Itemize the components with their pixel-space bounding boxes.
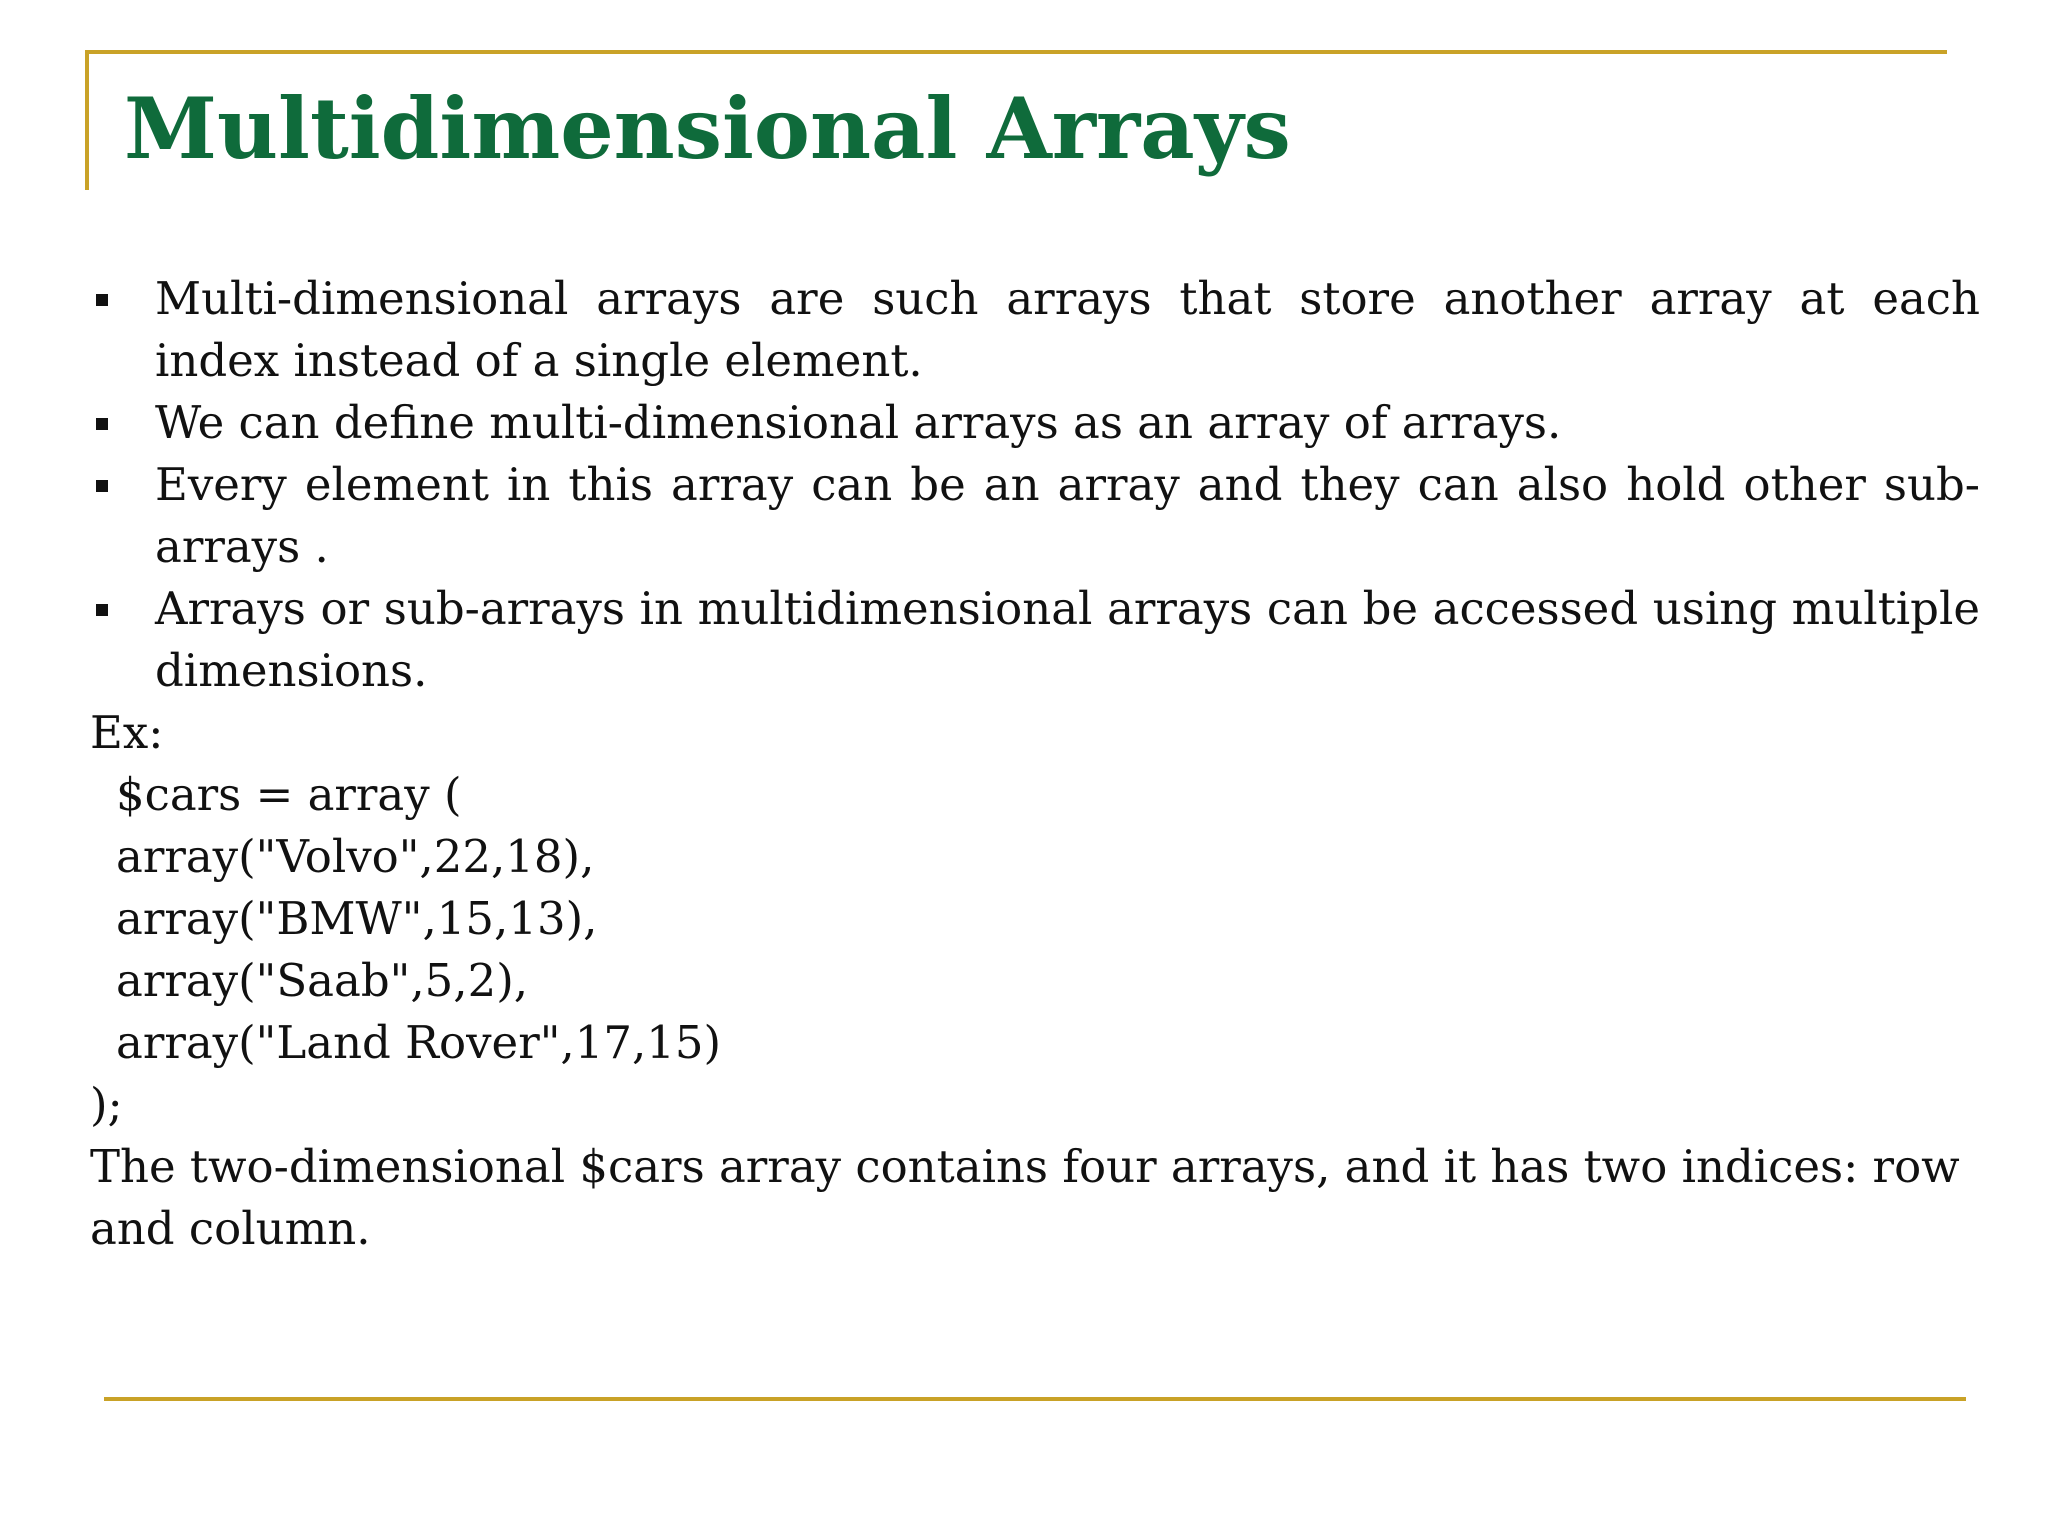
slide-content xyxy=(90,268,1980,1260)
bullet-list xyxy=(90,268,1980,702)
bullet-item xyxy=(90,392,1980,454)
slide-title: Multidimensional Arrays xyxy=(124,79,1291,178)
example-label: Ex: xyxy=(90,706,164,759)
summary-text: The two-dimensional $cars array contains four arrays, and it has two indices: row and column. xyxy=(90,1140,1960,1255)
code-line: array("BMW",15,13), xyxy=(116,892,598,945)
square-bullet-icon xyxy=(96,604,108,616)
square-bullet-icon xyxy=(96,294,108,306)
bullet-text: Arrays or sub-arrays in multidimensional arrays can be accessed using multiple dimensions. xyxy=(155,582,1980,697)
title-frame-left-rule xyxy=(85,50,89,190)
code-line: array("Saab",5,2), xyxy=(116,954,529,1007)
bullet-item xyxy=(90,454,1980,578)
title-frame-top-rule xyxy=(85,50,1947,54)
footer-rule xyxy=(104,1397,1966,1401)
code-line: array("Volvo",22,18), xyxy=(116,830,595,883)
code-line: array("Land Rover",17,15) xyxy=(116,1016,722,1069)
square-bullet-icon xyxy=(96,418,108,430)
bullet-item xyxy=(90,578,1980,702)
code-closing-line: ); xyxy=(90,1078,123,1131)
code-example xyxy=(90,764,1980,1136)
square-bullet-icon xyxy=(96,480,108,492)
bullet-text: We can define multi-dimensional arrays as an array of arrays. xyxy=(155,396,1562,449)
bullet-text: Multi-dimensional arrays are such arrays that store another array at each index instead of a single element. xyxy=(155,272,1980,387)
bullet-item xyxy=(90,268,1980,392)
code-line: $cars = array ( xyxy=(116,768,462,821)
bullet-text: Every element in this array can be an array and they can also hold other sub-arrays . xyxy=(155,458,1980,573)
